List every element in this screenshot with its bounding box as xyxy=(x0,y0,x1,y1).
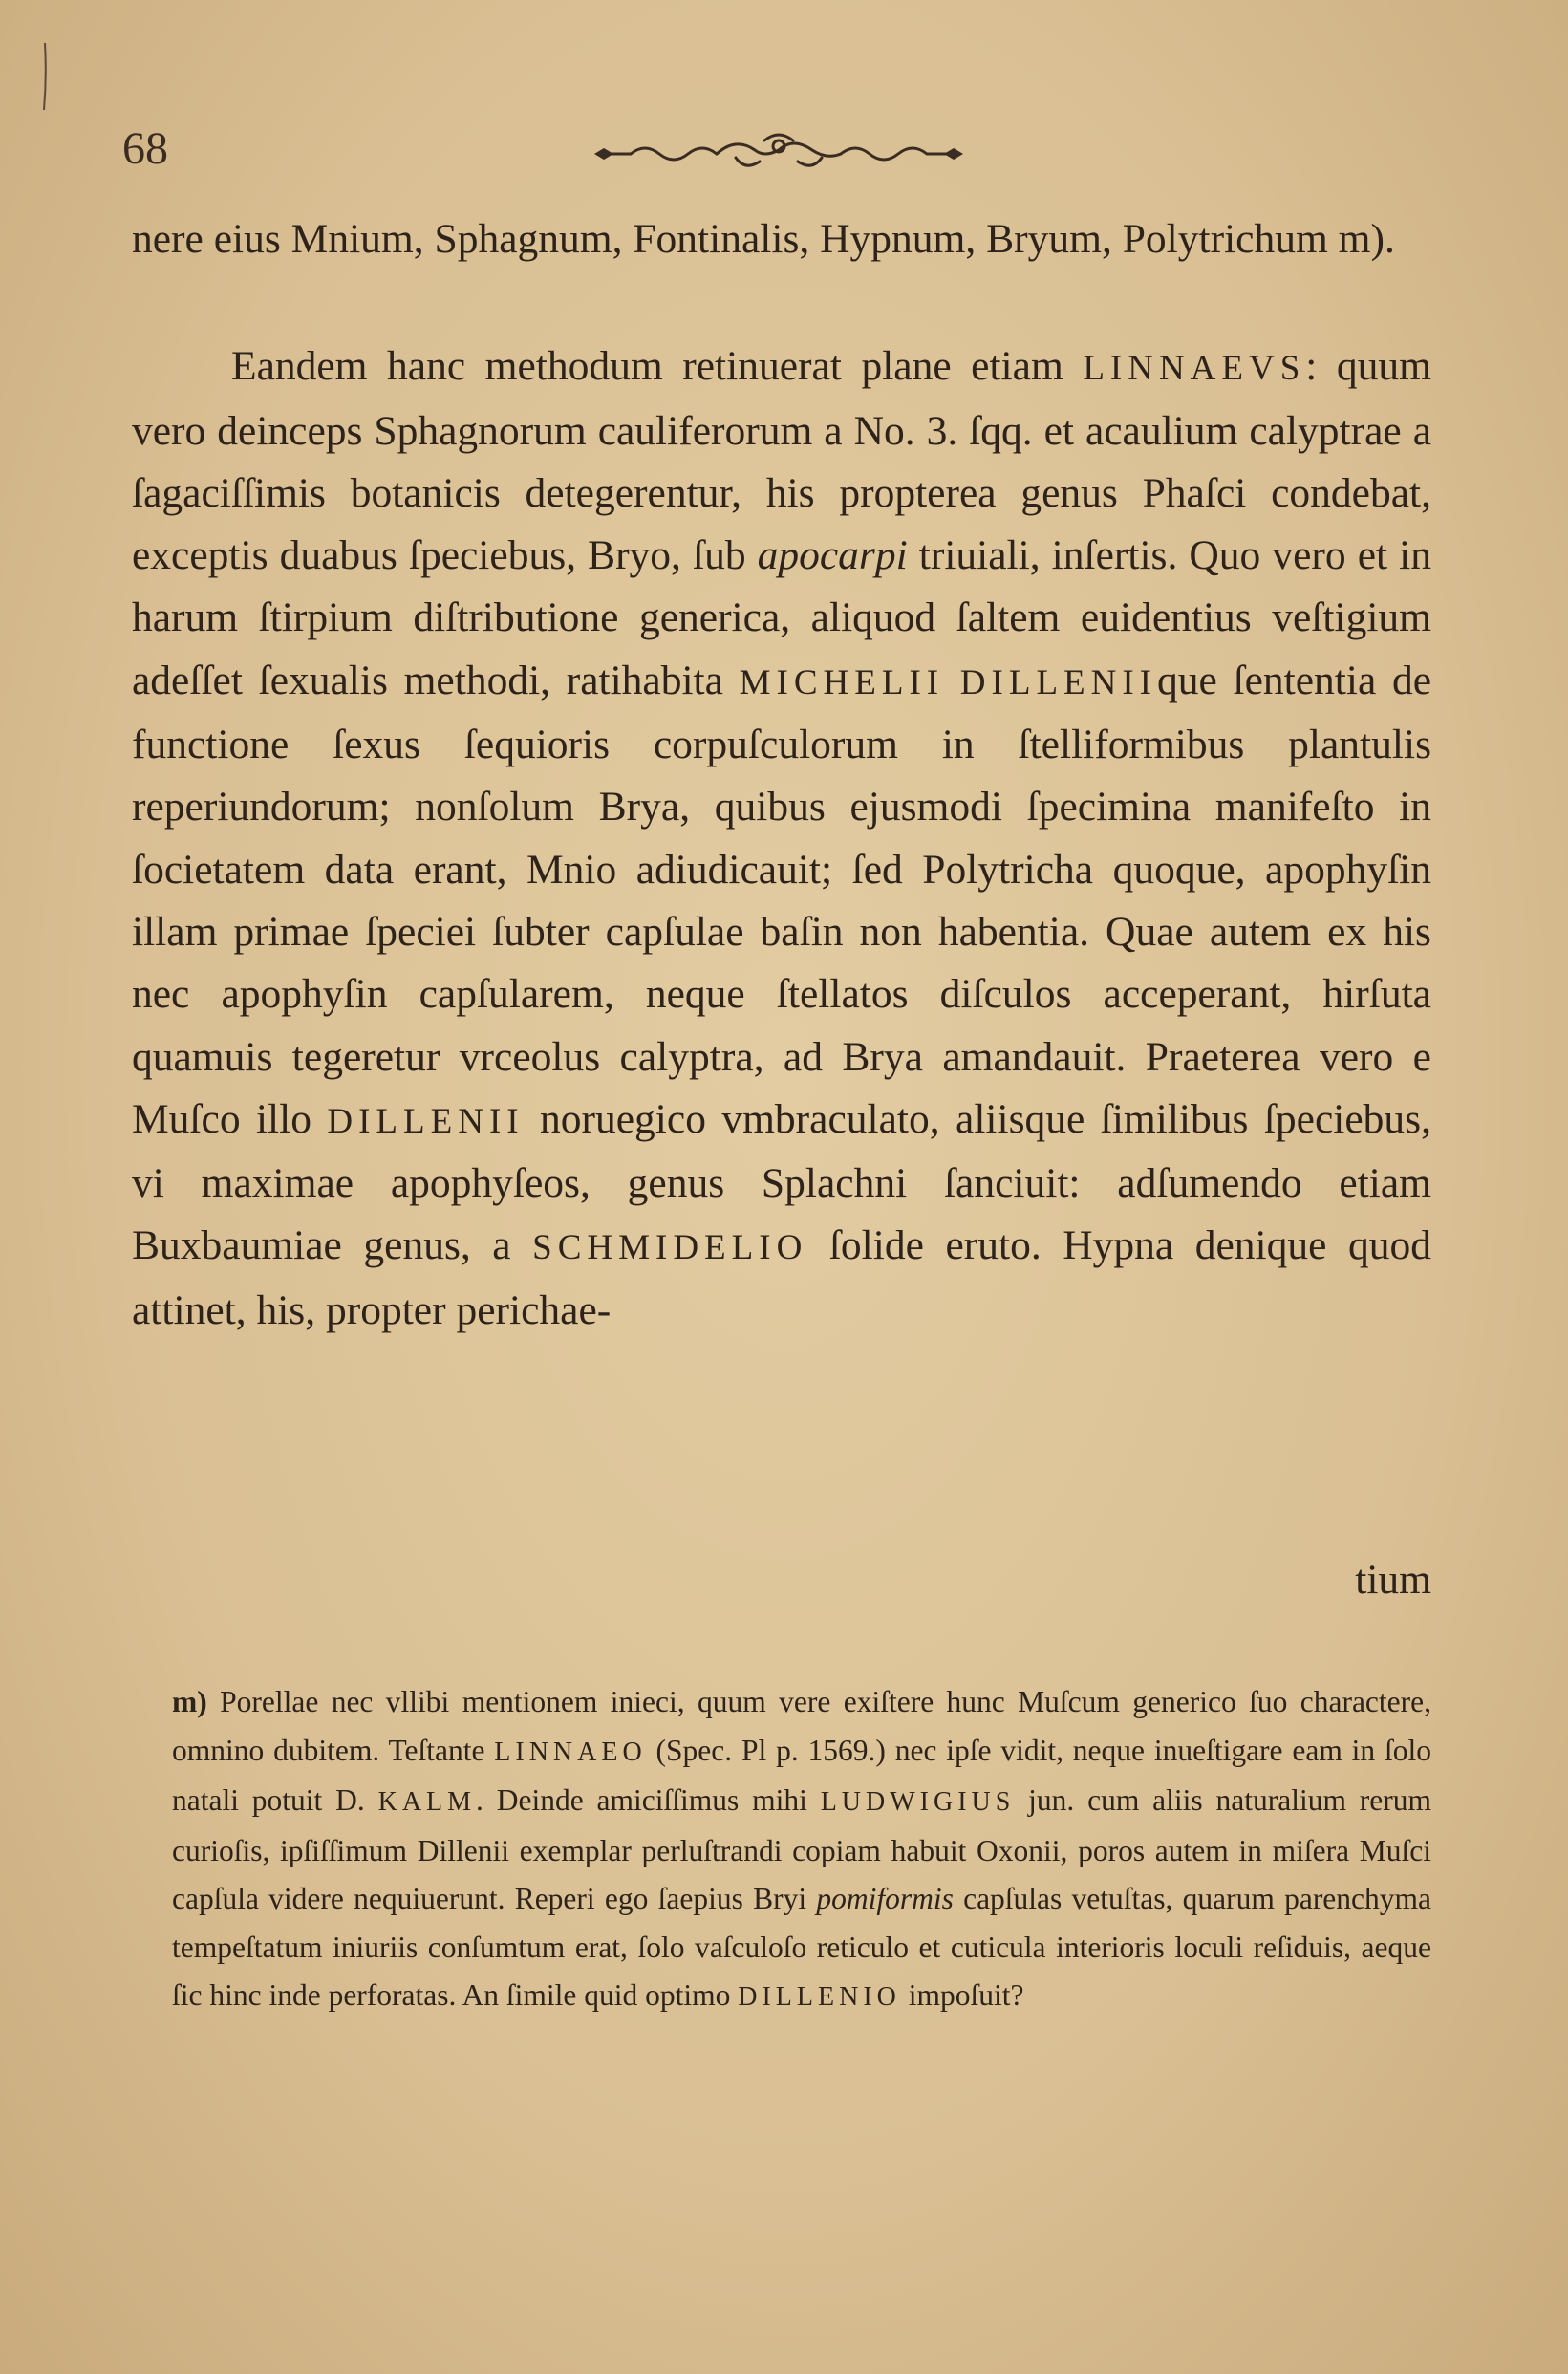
term-apocarpi: apocarpi xyxy=(757,532,908,579)
footnote-mark: m) xyxy=(172,1685,207,1718)
name-dillenio: DILLENIO xyxy=(738,1982,901,2012)
footnote: m) Porellae nec vllibi mentionem inieci, quum vere exiſtere hunc Muſcum generico ſuo charactere, omnino dubitem. Teſtante LINNAEO (Spec. Pl p. 1569.) nec ipſe vidit, neque inueſtigare eam in ſolo natali potuit D. KALM. Deinde amiciſſimus mihi LUDWIGIUS jun. cum aliis naturalium rerum curioſis, ipſiſſimum Dillenii exemplar perluſtrandi copiam habuit Oxonii, poros autem in miſera Muſci capſula videre nequiuerunt. Reperi ego ſaepius Bryi pomiformis capſulas vetuſtas, quarum parenchyma tempeſtatum iniuriis conſumtum erat, ſolo vaſculoſo reticulo et cuticula interioris loculi reſiduis, aeque ſic hinc inde perforatas. An ſimile quid optimo DILLENIO impoſuit? xyxy=(172,1685,1432,2012)
name-linnaeus: LINNAEVS xyxy=(1083,349,1306,389)
name-dillenii: DILLENII xyxy=(959,662,1158,702)
term-pomiformis: pomiformis xyxy=(816,1882,954,1915)
page-edge-mark xyxy=(42,43,48,110)
paragraph: Eandem hanc methodum retinuerat plane etiam LINNAEVS: quum vero deinceps Sphagnorum cauliferorum a No. 3. ſqq. et acaulium calyptrae a ſagaciſſimis botanicis detegerentur, his propterea genus Phaſci condebat, exceptis duabus ſpeciebus, Bryo, ſub apocarpi triuiali, inſertis. Quo vero et in harum ſtirpium diſtributione generica, aliquod ſaltem euidentius veſtigium adeſſet ſexualis methodi, ratihabita MICHELII DILLENIIque ſententia de functione ſexus ſequioris corpuſculorum in ſtelliformibus plantulis reperiundorum; nonſolum Brya, quibus ejusmodi ſpecimina manifeſto in ſocietatem data erant, Mnio adiudicauit; ſed Polytricha quoque, apophyſin illam primae ſpeciei ſubter capſulae baſin non habentia. Quae autem ex his nec apophyſin capſularem, neque ſtellatos diſculos acceperant, hirſuta quamuis tegeretur vrceolus calyptra, ad Brya amandauit. Praeterea vero e Muſco illo DILLENII noruegico vmbraculato, aliisque ſimilibus ſpeciebus, vi maximae apophyſeos, genus Splachni ſanciuit: adſumendo etiam Buxbaumiae genus, a SCHMIDELIO ſolide eruto. Hypna denique quod attinet, his, propter perichae- xyxy=(132,343,1432,1333)
main-text xyxy=(132,208,1431,1342)
name-micheli: MICHELII xyxy=(739,662,945,702)
catchword: tium xyxy=(1355,1557,1431,1603)
headpiece-ornament-icon xyxy=(592,129,965,177)
name-kalm: KALM xyxy=(377,1787,477,1817)
page-number: 68 xyxy=(122,123,168,174)
name-schmidelio: SCHMIDELIO xyxy=(532,1228,808,1268)
name-linnaeo: LINNAEO xyxy=(494,1737,647,1767)
name-dillenii-2: DILLENII xyxy=(327,1101,525,1141)
continuation-paragraph: nere eius Mnium, Sphagnum, Fontinalis, Hypnum, Bryum, Polytrichum m). xyxy=(132,216,1395,262)
name-ludwigius: LUDWIGIUS xyxy=(820,1787,1016,1817)
